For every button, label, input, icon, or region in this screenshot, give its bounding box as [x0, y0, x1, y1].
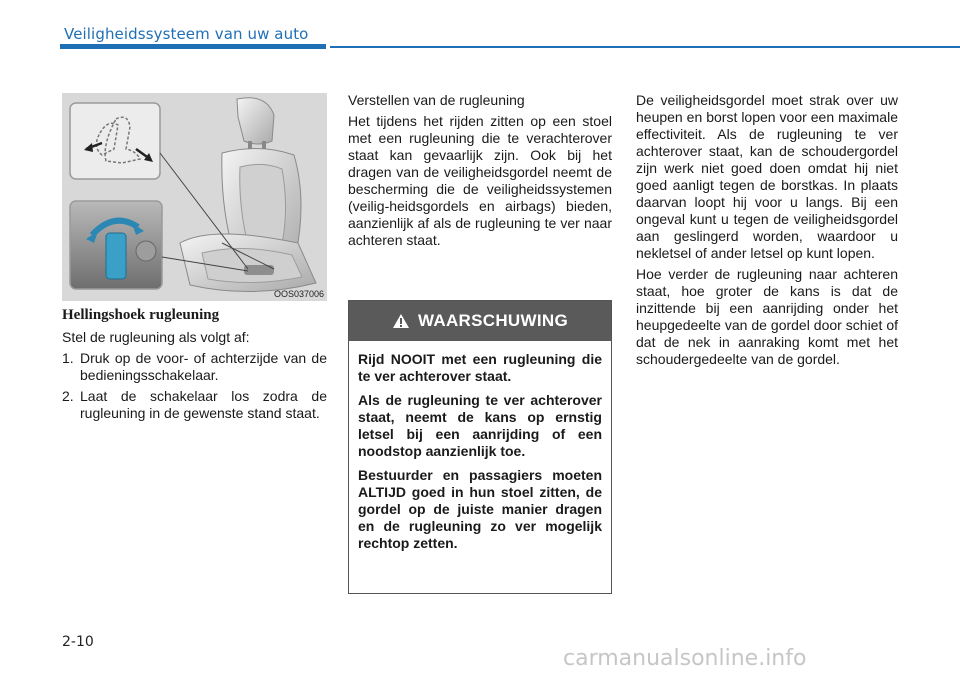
list-text: Laat de schakelaar los zodra de rugleuning in de gewenste stand staat. [80, 388, 327, 421]
list-number: 2. [62, 388, 74, 404]
warning-paragraph: Rijd NOOIT met een rugleuning die te ver achterover staat. [358, 351, 602, 384]
warning-paragraph: Als de rugleuning te ver achterover staat, neemt de kans op ernstig letsel bij een aanrijding of een noodstop aanzienlijk toe. [358, 392, 602, 459]
warning-title: WAARSCHUWING [418, 311, 568, 330]
page-number: 2-10 [62, 634, 94, 650]
header-rule-accent [60, 44, 326, 49]
warning-box [348, 300, 612, 594]
list-text: Druk op de voor- of achterzijde van de bedieningsschakelaar. [80, 350, 327, 383]
watermark: carmanualsonline.info [563, 646, 807, 671]
list-item [62, 350, 327, 384]
seat-drawing [62, 93, 327, 301]
intro-text: Stel de rugleuning als volgt af: [62, 329, 250, 345]
warning-triangle-icon [392, 313, 410, 329]
section-title: Veiligheidssysteem van uw auto [64, 25, 309, 43]
column-2 [348, 92, 612, 253]
paragraph: Hoe verder de rugleuning naar achteren staat, hoe groter de kans is dat de inzittende bij een aanrijding onder het heupgedeelte van de gordel door schiet of dat de nek in aanraking komt met het schoudergedeelte van de gordel. [636, 266, 898, 367]
paragraph: Het tijdens het rijden zitten op een stoel met een rugleuning die te verachterover staat kan gevaarlijk zijn. Ook bij het dragen van de veiligheidsgordel neemt de bescherming die de veiligheidssystemen (veilig-heidsgordels en airbags) bieden, aanzienlijk af als de rugleuning te ver naar achteren staat. [348, 113, 612, 248]
paragraph: De veiligheidsgordel moet strak over uw heupen en borst lopen voor een maximale effectiviteit. Als de rugleuning te ver achterover staat, kan de schoudergordel zijn werk niet goed doen omdat hij niet goed aanligt tegen de borstkas. In plaats daarvan loopt hij voor u langs. Bij een ongeval kunt u tegen de veiligheidsgordel aan geslingerd worden, waardoor u nekletsel of ander letsel op kunt lopen. [636, 92, 898, 261]
figure-code: OOS037006 [273, 289, 324, 299]
warning-paragraph: Bestuurder en passagiers moeten ALTIJD goed in hun stoel zitten, de gordel op de juiste manier dragen en de rugleuning zo ver mogelijk rechtop zetten. [358, 467, 602, 551]
column-3 [636, 92, 898, 372]
column-1 [62, 305, 327, 426]
list-item [62, 388, 327, 422]
section-heading: Hellingshoek rugleuning [62, 307, 220, 323]
list-number: 1. [62, 350, 74, 366]
warning-body [349, 341, 611, 552]
paragraph-heading: Verstellen van de rugleuning [348, 92, 525, 108]
header-rule [330, 46, 960, 48]
seat-recline-illustration [62, 93, 327, 301]
warning-header [349, 301, 611, 341]
